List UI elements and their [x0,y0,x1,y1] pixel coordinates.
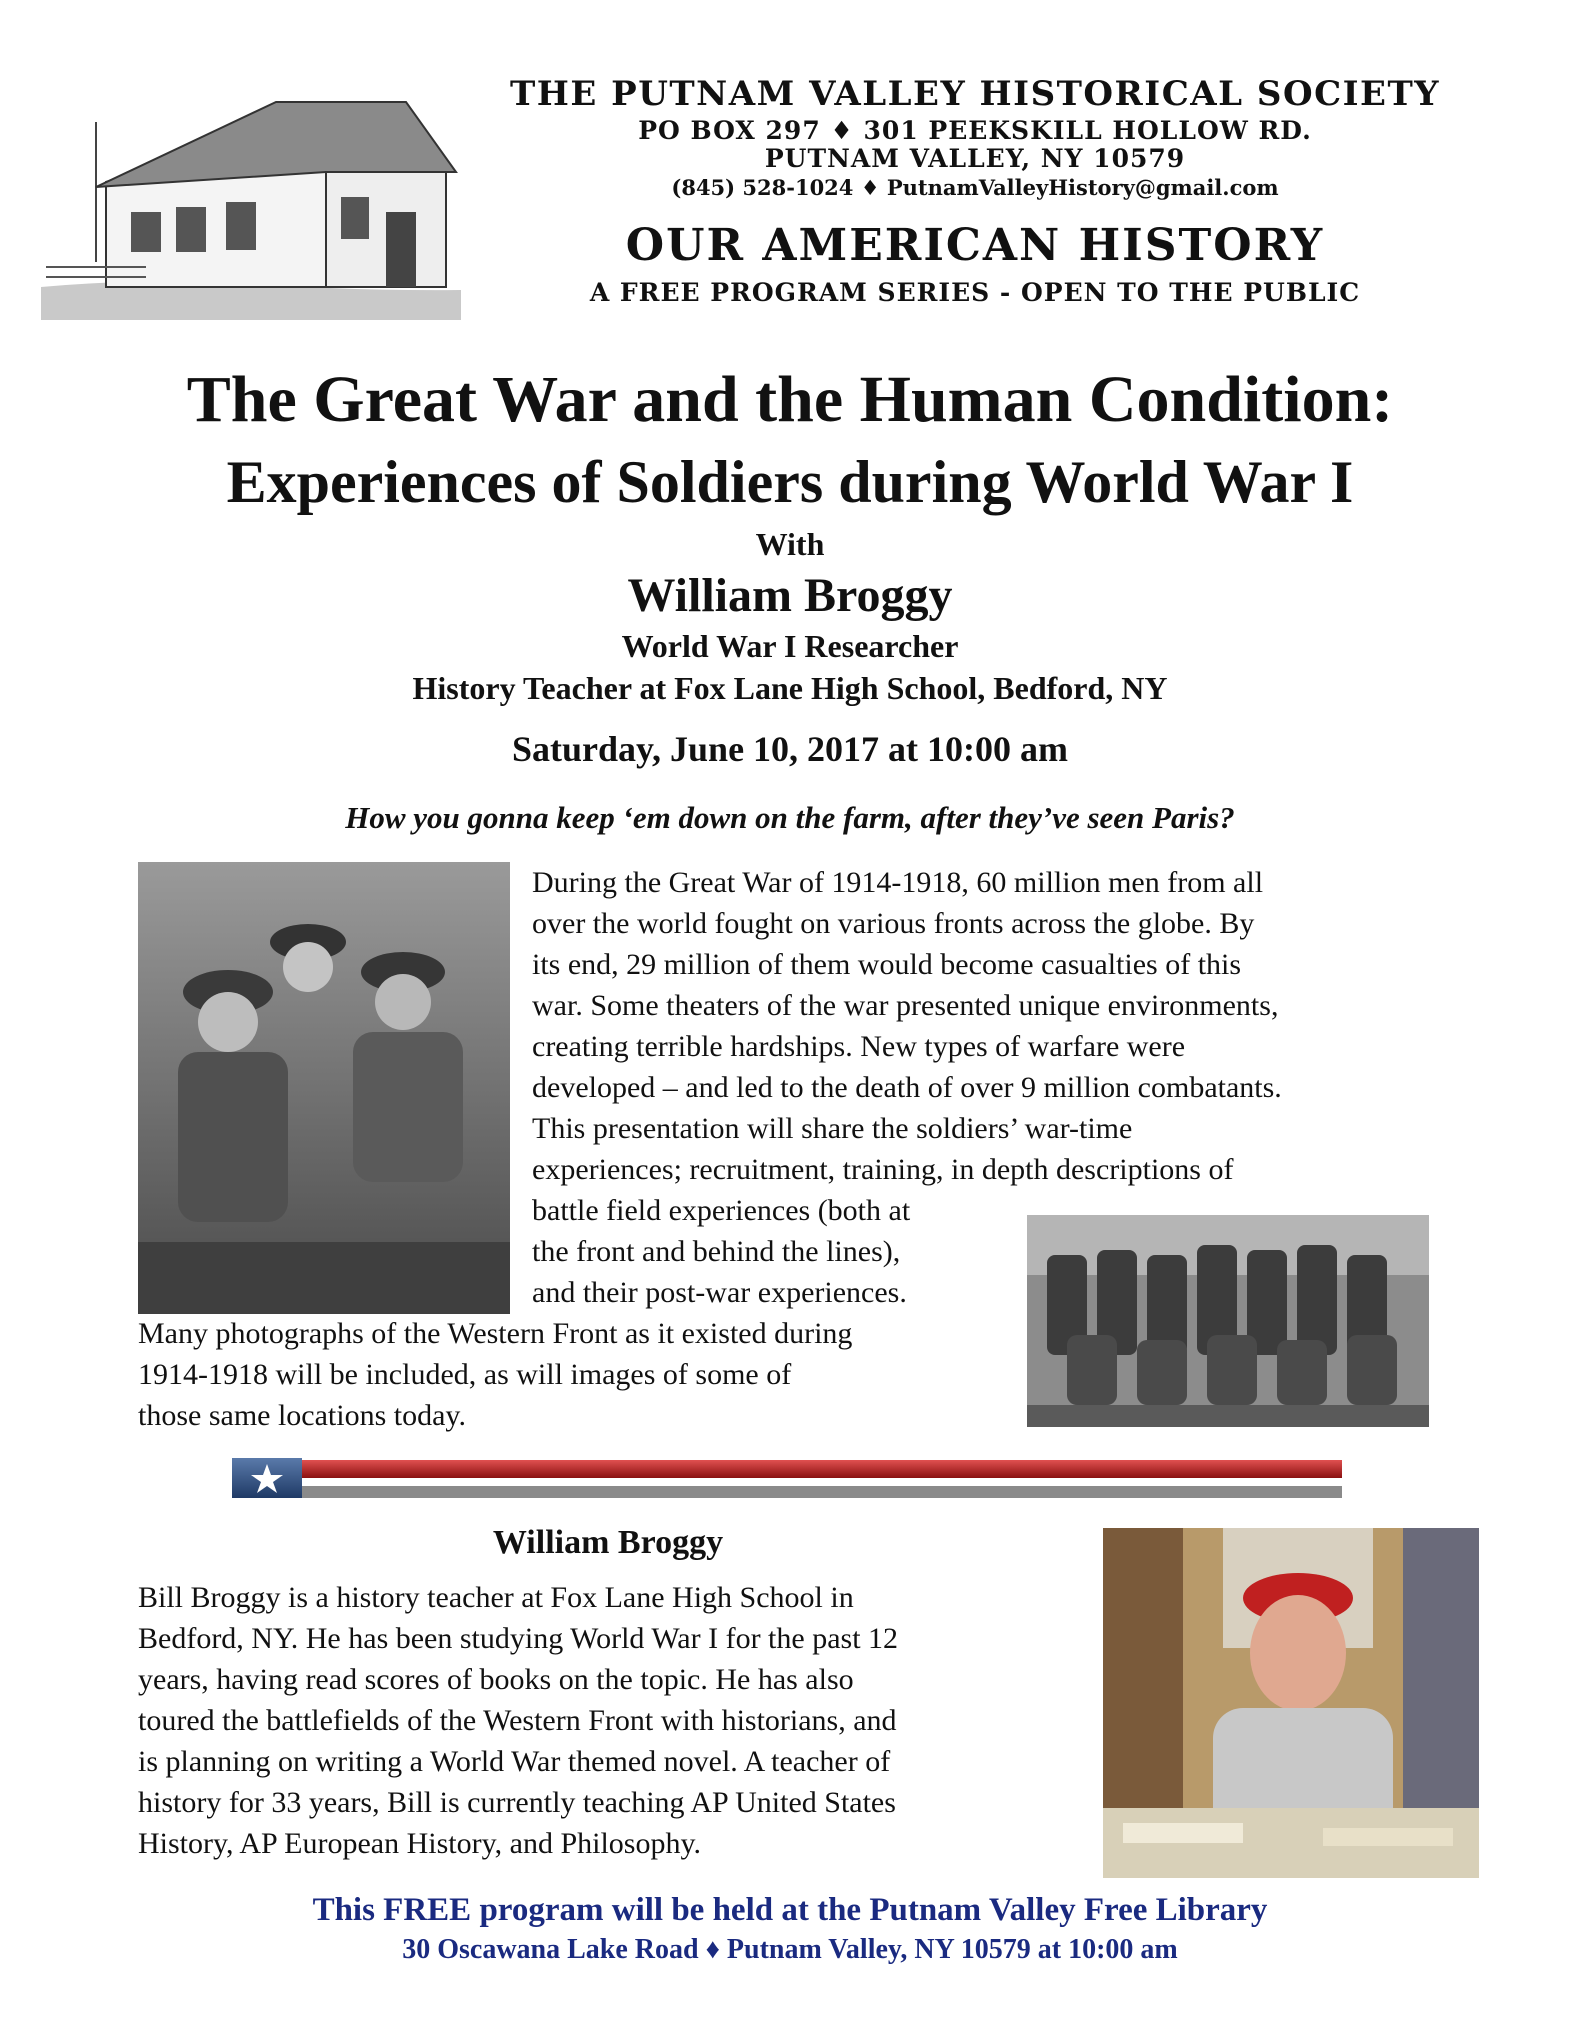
event-quote: How you gonna keep ‘em down on the farm, after they’ve seen Paris? [345,800,1235,835]
footer-address-line: 30 Oscawana Lake Road ♦ Putnam Valley, NY 10579 at 10:00 am [402,1934,1178,1965]
org-address-line2: PUTNAM VALLEY, NY 10579 [764,144,1186,173]
bio-line: toured the battlefields of the Western Front with historians, and [138,1704,897,1737]
with-label: With [755,526,825,562]
soldier-group-photo [1027,1215,1429,1427]
historical-society-house-illustration [36,62,466,320]
series-title: OUR AMERICAN HISTORY [625,220,1325,271]
bio-line: Bill Broggy is a history teacher at Fox Lane High School in [138,1581,854,1614]
speaker-portrait-photo [1103,1528,1479,1878]
speaker-job: History Teacher at Fox Lane High School, Bedford, NY [412,670,1168,706]
description-line: 1914-1918 will be included, as will images of some of [138,1358,792,1391]
series-subtitle: A FREE PROGRAM SERIES - OPEN TO THE PUBLIC [589,278,1361,307]
description-line: war. Some theaters of the war presented unique environments, [532,989,1279,1022]
trench-soldiers-photo [138,862,510,1314]
org-phone-email: (845) 528-1024 ♦ PutnamValleyHistory@gmail.com [671,175,1279,200]
description-line: over the world fought on various fronts across the globe. By [532,907,1255,940]
description-line: and their post-war experiences. [532,1276,907,1309]
bio-line: History, AP European History, and Philosophy. [138,1827,702,1860]
description-line: creating terrible hardships. New types of warfare were [532,1030,1186,1063]
bio-line: years, having read scores of books on the topic. He has also [138,1663,854,1696]
bio-heading: William Broggy [492,1524,724,1561]
description-line: its end, 29 million of them would become casualties of this [532,948,1242,981]
description-line: those same locations today. [138,1399,466,1432]
org-address-line1: PO BOX 297 ♦ 301 PEEKSKILL HOLLOW RD. [638,116,1312,145]
description-line: developed – and led to the death of over 9 million combatants. [532,1071,1282,1104]
event-title-line2: Experiences of Soldiers during World War I [226,449,1354,515]
speaker-name: William Broggy [627,569,953,622]
description-line: battle field experiences (both at [532,1194,911,1227]
description-line: This presentation will share the soldiers’ war-time [532,1112,1133,1145]
description-line: experiences; recruitment, training, in depth descriptions of [532,1153,1234,1186]
description-line: Many photographs of the Western Front as it existed during [138,1317,853,1350]
description-line: During the Great War of 1914-1918, 60 million men from all [532,866,1264,899]
event-title-line1: The Great War and the Human Condition: [186,363,1394,436]
flag-stripe-divider [232,1454,1344,1502]
bio-line: is planning on writing a World War themed novel. A teacher of [138,1745,891,1778]
event-date: Saturday, June 10, 2017 at 10:00 am [511,729,1069,769]
bio-line: history for 33 years, Bill is currently teaching AP United States [138,1786,896,1819]
description-line: the front and behind the lines), [532,1235,901,1268]
bio-line: Bedford, NY. He has been studying World War I for the past 12 [138,1622,899,1655]
org-name: THE PUTNAM VALLEY HISTORICAL SOCIETY [509,74,1441,114]
footer-venue-line: This FREE program will be held at the Putnam Valley Free Library [312,1892,1268,1928]
speaker-role: World War I Researcher [621,628,959,664]
